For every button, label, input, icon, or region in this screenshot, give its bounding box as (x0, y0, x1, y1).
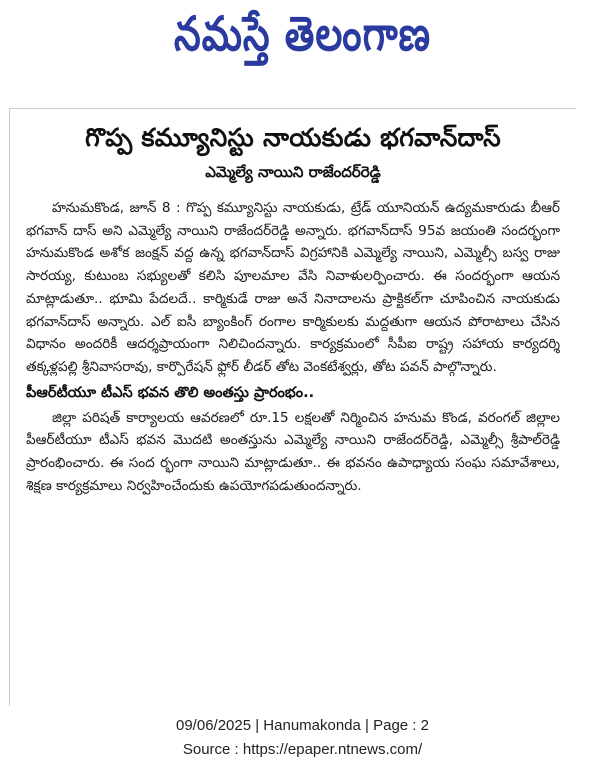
footer-source-line: Source : https://epaper.ntnews.com/ (182, 741, 423, 758)
article-byline: ఎమ్మెల్యే నాయిని రాజేందర్‌రెడ్డి (205, 163, 381, 181)
article-headline: గొప్ప కమ్యూనిస్టు నాయకుడు భగవాన్‌దాస్ (85, 123, 501, 152)
footer-date-line: 09/06/2025 | Hanumakonda | Page : 2 (176, 717, 429, 734)
article-paragraph-1: హనుమకొండ, జూన్ 8 : గొప్ప కమ్యూనిస్టు నాయకుడు, ట్రేడ్ యూనియన్ ఉద్యమకారుడు బీఆర్ భగవాన్ దాస్ అని ఎమ్మెల్యే నాయిని రాజేందర్‌రెడ్డి అన్నారు. భగవాన్‌దాస్ 95వ జయంతి సందర్భంగా హనుమకొండ అశోక జంక్షన్ వద్ద ఉన్న భగవాన్‌దాస్ విగ్రహానికి ఎమ్మెల్యే నాయిని, ఎమ్మెల్సీ బస్వ రాజు సారయ్య, కుటుంబ సభ్యులతో కలిసి పూలమాల వేసి నివాళులర్పించారు. ఈ సందర్భంగా ఆయన మాట్లాడుతూ.. భూమి పేదలదే.. కార్మికుడే రాజు అనే నినాదాలను ప్రాక్టికల్‌గా చూపించిన నాయకుడు భగవాన్‌దాస్ అన్నారు. ఎల్ ఐసీ బ్యాంకింగ్ రంగాల కార్మికులకు మద్దతుగా ఆయన పోరాటాలు చేసిన విధానం అందరికీ ఆదర్శప్రాయంగా నిలిచిందన్నారు. కార్యక్రమంలో సీపీఐ రాష్ట్ర సహాయ కార్యదర్శి తక్కళ్లపల్లి శ్రీనివాసరావు, కార్పొరేషన్ ఫ్లోర్ లీడర్ తోట వెంకటేశ్వర్లు, తోట పవన్ పాల్గొన్నారు. (26, 200, 560, 375)
article-clipping (9, 108, 576, 706)
article-paragraph-2: జిల్లా పరిషత్ కార్యాలయ ఆవరణలో రూ.15 లక్షలతో నిర్మించిన హనుమ కొండ, వరంగల్ జిల్లాల పీఆర్‌టీయూ టీఎస్ భవన మొదటి అంతస్తును ఎమ్మెల్యే నాయిని రాజేందర్‌రెడ్డి, ఎమ్మెల్సీ శ్రీపాల్‌రెడ్డి ప్రారంభించారు. ఈ సంద ర్భంగా నాయిని మాట్లాడుతూ.. ఈ భవనం ఉపాధ్యాయ సంఘ సమావేశాలు, శిక్షణ కార్యక్రమాలు నిర్వహించేందుకు ఉపయోగపడుతుందన్నారు. (26, 409, 560, 494)
newspaper-logo: నమస్తే తెలంగాణ (174, 6, 431, 61)
masthead (0, 0, 605, 78)
article-subheading: పీఆర్‌టీయూ టీఎస్ భవన తొలి అంతస్తు ప్రారంభం.. (26, 384, 315, 401)
